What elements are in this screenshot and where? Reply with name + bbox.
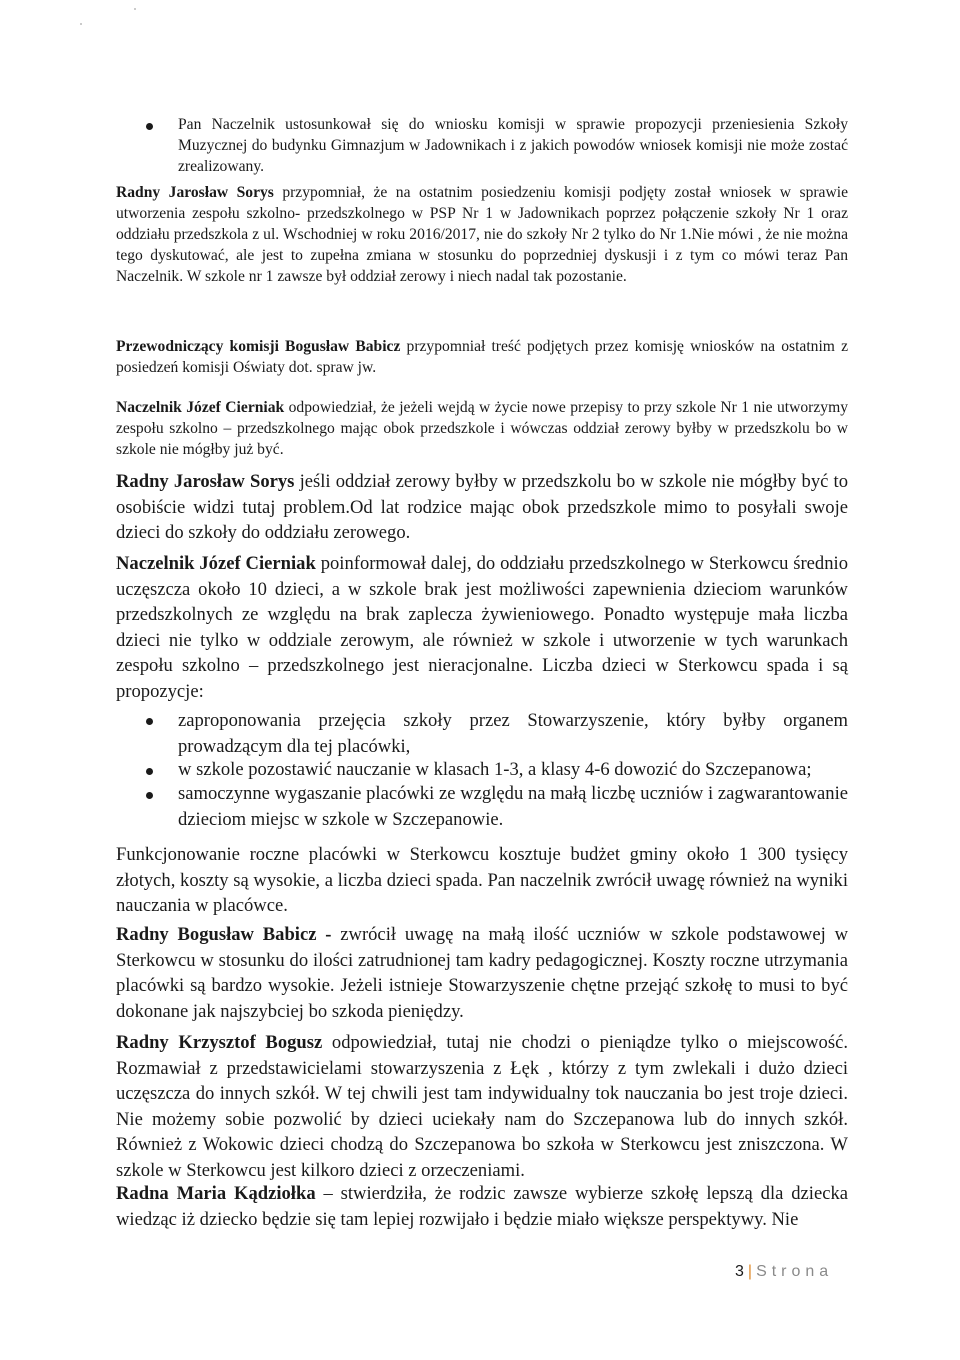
bullet-icon [146, 718, 153, 725]
speaker-name: Naczelnik Józef Cierniak [116, 399, 285, 416]
scan-speck [80, 23, 82, 25]
footer-separator: | [747, 1263, 753, 1280]
paragraph-text: jeśli oddział zerowy byłby w przedszkolu bo w szkole nie mógłby być to osobiście widzi tutaj problem.Od lat rodzice mając obok przedszkole mimo to posyłali swoje dzieci do szkoły do oddziału zerowego. [116, 471, 848, 543]
speaker-name: Radny Bogusław Babicz - [116, 924, 332, 945]
speaker-name: Radny Krzysztof Bogusz [116, 1032, 323, 1053]
paragraph-text: odpowiedział, że jeżeli wejdą w życie nowe przepisy to przy szkole Nr 1 nie utworzymy zespołu szkolno – przedszkolnego mając obok przedszkole i wówczas oddział zerowy byłby w przedszkolu bo w szkole nie mógłby już być. [116, 399, 848, 458]
paragraph-text: odpowiedział, tutaj nie chodzi o pieniądze tylko o miejscowość. Rozmawiał z przedstawicielami stowarzyszenia z Łęk , którzy z tym zwlekali i dużo dzieci uczęszcza do innych szkół. W tej chwili jest tam indywidualny tok nauczania bo jest troje dzieci. Nie możemy sobie pozwolić by dzieci uciekały nam do Szczepanowa lub do innych szkół. Również z Wokowic dzieci chodzą do Szczepanowa bo szkoła w Sterkowcu jest zniszczona. W szkole w Sterkowcu jest kilkoro dzieci z orzeczeniami. [116, 1032, 848, 1181]
scan-speck [134, 8, 136, 10]
bullet-icon [146, 768, 153, 775]
paragraph [116, 397, 848, 460]
speaker-name: Radna Maria Kądziołka [116, 1183, 316, 1204]
paragraph-text: poinformował dalej, do oddziału przedszkolnego w Sterkowcu średnio uczęszcza około 10 dzieci, a w szkole brak jest możliwości zapewnienia dzieciom warunków przedszkolnych ze względu na brak zaplecza żywieniowego. Ponadto występuje mała liczba dzieci nie tylko w oddziale zerowym, ale również w szkole i utworzenie w tych warunkach zespołu szkolno – przedszkolnego jest nieracjonalne. Liczba dzieci w Sterkowcu spada i są propozycje: [116, 553, 848, 702]
speaker-name: Radny Jarosław Sorys [116, 471, 295, 492]
paragraph-text: zwrócił uwagę na małą ilość uczniów w szkole podstawowej w Sterkowcu w stosunku do ilości zatrudnionej tam kadry pedagogicznej. Koszty roczne utrzymania placówki są bardzo wysokie. Jeżeli istnieje Stowarzyszenie chętne przejąć szkołę to musi to być dokonane jak najszybciej bo szkoda pieniędzy. [116, 924, 849, 1022]
paragraph [116, 1030, 848, 1183]
speaker-name: Radny Jarosław Sorys [116, 184, 274, 201]
speaker-name: Naczelnik Józef Cierniak [116, 553, 316, 574]
paragraph [116, 469, 848, 546]
paragraph [116, 182, 848, 287]
paragraph [116, 1181, 848, 1232]
paragraph-text: – stwierdziła, że rodzic zawsze wybierze szkołę lepszą dla dziecka wiedząc iż dziecko będzie się tam lepiej rozwijało i będzie miało większe perspektywy. Nie [116, 1183, 848, 1230]
proposal-item: zaproponowania przejęcia szkoły przez Stowarzyszenie, który byłby organem prowadzącym dla tej placówki, [178, 710, 848, 757]
paragraph [116, 922, 848, 1024]
page-number: 3 [735, 1263, 744, 1280]
intro-bullet-text: Pan Naczelnik ustosunkował się do wniosku komisji w sprawie propozycji przeniesienia Szkoły Muzycznej do budynku Gimnazjum w Jadownikach i z jakich powodów wniosek komisji nie może zostać zrealizowany. [178, 116, 848, 175]
paragraph [116, 336, 848, 378]
bullet-icon [146, 123, 153, 130]
bullet-icon [146, 792, 153, 799]
speaker-name: Przewodniczący komisji Bogusław Babicz [116, 338, 401, 355]
page-footer [735, 1263, 833, 1281]
paragraph: Funkcjonowanie roczne placówki w Sterkowcu kosztuje budżet gminy około 1 300 tysięcy złotych, koszty są wysokie, a liczba dzieci spada. Pan naczelnik zwrócił uwagę również na wyniki nauczania w placówce. [116, 844, 848, 916]
paragraph [116, 551, 848, 704]
paragraph-text: przypomniał treść podjętych przez komisję wniosków na ostatnim z posiedzeń komisji Oświaty dot. spraw jw. [116, 338, 848, 376]
proposal-item: w szkole pozostawić nauczanie w klasach 1-3, a klasy 4-6 dowozić do Szczepanowa; [178, 759, 812, 780]
footer-label: Strona [756, 1263, 834, 1280]
proposal-item: samoczynne wygaszanie placówki ze względu na małą liczbę uczniów i zagwarantowanie dzieciom miejsc w szkole w Szczepanowie. [178, 783, 848, 830]
paragraph-text: przypomniał, że na ostatnim posiedzeniu komisji podjęty został wniosek w sprawie utworzenia zespołu szkolno- przedszkolnego w PSP Nr 1 w Jadownikach poprzez połączenie szkoły Nr 1 oraz oddziału przedszkola z ul. Wschodniej w roku 2016/2017, nie do szkoły Nr 2 tylko do Nr 1.Nie mówi , że nie można tego dyskutować, ale jest to zupełna zmiana w stosunku do poprzedniej dyskusji i z tym co mówi teraz Pan Naczelnik. W szkole nr 1 zawsze był oddział zerowy i niech nadal tak pozostanie. [116, 184, 848, 285]
